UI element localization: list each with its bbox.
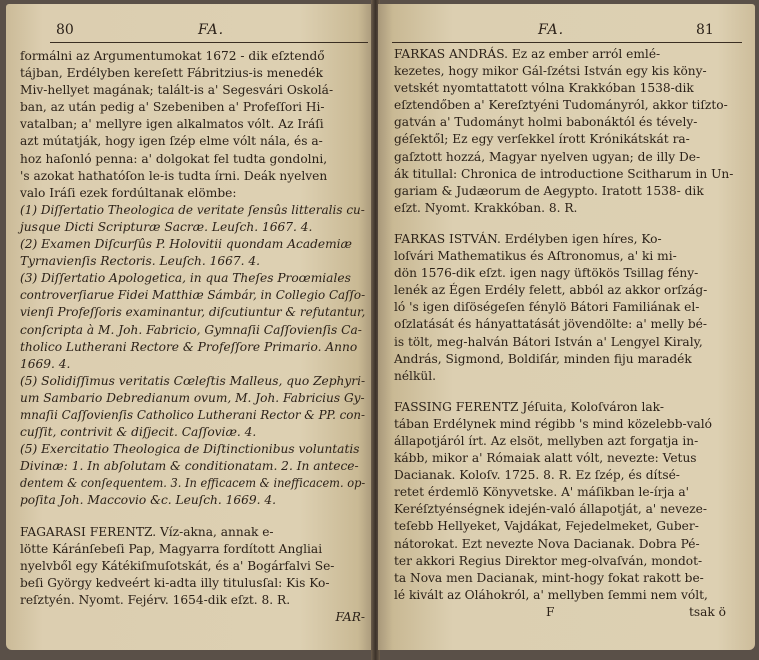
text-line: retet érdemlö Könyvetske. A' máſikban le-írja a' [394,485,690,500]
bibliography-line: poſita Joh. Maccovio &c. Leuſch. 1669. 4. [20,493,277,508]
bibliography-line: Tyrnavienſis Rectoris. Leuſch. 1667. 4. [20,254,260,269]
entry-heading-line: FARKAS ISTVÁN. Erdélyben igen híres, Ko- [394,231,662,246]
text-line: eſztendőben a' Kereſztyéni Tudományról, akkor tiſzto- [394,98,728,113]
running-head: FA. [198,22,225,38]
entry-heading-line: FAGARASI FERENTZ. Víz-akna, annak e- [20,524,274,539]
text-line: kezetes, hogy mikor Gál-ſzétsi István egy kis köny- [394,64,707,79]
bibliography-line: dentem & conſequentem. 3. In efficacem & inefficacem. op- [20,476,366,491]
text-line: eſzt. Nyomt. Krakkóban. 8. R. [394,200,578,215]
paragraph-gap [20,510,365,524]
bibliography-line: (2) Examen Diſcurſûs P. Holovitii quondam Academiæ [20,237,353,252]
bibliography-line: jusque Dicti Scripturæ Sacræ. Leuſch. 1667. 4. [20,219,313,234]
text-line: lé kivált az Oláhokról, a' mellyben ſemmi nem vólt, [394,587,708,602]
text-line: gaſztott hozzá, Magyar nyelven ugyan; de illy De- [394,149,701,164]
text-line: nátorokat. Ezt nevezte Nova Dacianak. Dobra Pé- [394,536,700,551]
bibliography-line: controverſiarue Fidei Matthiæ Sámbár, in Collegio Caſſo- [20,288,366,303]
bibliography-line: Divinæ: 1. In abſolutam & conditionatam. 2. In antece- [20,459,359,474]
text-line: vatalban; a' mellyre igen alkalmatos vólt. Az Iráſi [20,117,324,132]
signature-mark: F [546,604,555,619]
catchword: tsak ö [688,604,726,619]
text-line: ák titullal: Chronica de introductione Scitharum in Un- [394,166,734,181]
running-head: FA. [538,22,565,38]
text-line: tájban, Erdélyben kereſett Fábritzius-is menedék [20,66,324,81]
bibliography-line: vienſi Profeſſoris examinantur, diſcutiuntur & refutantur, [20,305,366,320]
text-line: ter akkori Regius Direktor meg-olvaſván, mondot- [394,553,703,568]
text-line: gariam & Judæorum de Aegypto. Iratott 1538- dik [394,183,704,198]
text-line: teſebb Hellyeket, Vajdákat, Fejedelmeket, Guber- [394,519,699,534]
text-line: beſi György kedveért ki-adta illy titulusſal: Kis Ko- [20,575,330,590]
catchword: FAR- [335,610,365,624]
text-line: ban, az után pedig a' Szebeniben a' Profeſſori Hi- [20,100,325,115]
page-footer [394,604,744,621]
text-line: András, Sigmond, Boldiſár, minden fiju maradék [394,351,692,366]
bibliography-line: 1669. 4. [20,356,71,371]
text-line: reſztyén. Nyomt. Fejérv. 1654-dik eſzt. 8. R. [20,592,291,607]
text-line: Miv-hellyet magának; talált-is a' Segesvári Oskolá- [20,83,334,98]
text-line: dön 1576-dik eſzt. igen nagy üftökös Tsillag fény- [394,266,699,281]
text-line: ta Nova men Dacianak, mint-hogy fokat rakott be- [394,570,704,585]
right-page-text [394,46,744,621]
text-line: géſektől; Ez egy verſekkel írott Krónikátskát ra- [394,132,690,147]
entry-heading-line: FASSING FERENTZ Jéſuita, Koloſváron lak- [394,399,664,414]
bibliography-line: (5) Exercitatio Theologica de Diſtinctionibus voluntatis [20,442,360,457]
bibliography-line: tholico Lutherani Rectore & Profeſſore Primario. Anno [20,339,358,354]
entry-heading-line: FARKAS ANDRÁS. Ez az ember arról emlé- [394,47,661,61]
left-page [6,4,373,650]
text-line: gatván a' Tudományt holmi babonáktól és tévely- [394,115,698,130]
right-page [378,4,755,650]
text-line: kább, mikor a' Rómaiak alatt vólt, nevezte: Vetus [394,451,697,466]
text-line: nyelvből egy Kátékiſmuſotskát, és a' Bogárfalvi Se- [20,558,335,573]
text-line: lenék az Égen Erdély felett, abból az akkor orſzág- [394,283,708,298]
text-line: tában Erdélynek mind régibb 's mind közelebb-való [394,416,713,431]
text-line: nélkül. [394,368,436,383]
header-rule [50,42,368,43]
bibliography-line: (3) Diſſertatio Apologetica, in qua Theſes Proœmiales [20,271,351,286]
bibliography-line: um Sambario Debredianum ovum, M. Joh. Fabricius Gy- [20,390,365,405]
page-number: 80 [56,22,74,38]
text-line: oſzlatását és hányattatását jövendölte: a' melly bé- [394,317,708,332]
bibliography-line: cuſſit, contrivit & diſjecit. Caſſoviæ. 4. [20,425,257,440]
text-line: formálni az Argumentumokat 1672 - dik eſztendő [20,49,325,63]
text-line: azt mútatják, hogy igen ſzép elme vólt nála, és a- [20,134,323,149]
bibliography-line: (5) Solidiſſimus veritatis Cœleſtis Malleus, quo Zephyri- [20,373,366,388]
left-page-text [20,48,365,626]
right-page-header [398,22,728,42]
text-line: Keréſztyénségnek idején-való állapotját, a' neveze- [394,502,707,517]
text-line: 's azokat hathatóſon le-is tudta írni. Deák nyelven [20,168,328,183]
left-page-header [56,22,356,42]
bibliography-line: mnaſii Caſſovienſis Catholico Lutherani Rector & PP. con- [20,407,366,422]
text-line: hoz haſonló penna: a' dolgokat fel tudta gondolni, [20,151,328,166]
text-line: valo Iráſi ezek fordúltanak elömbe: [20,185,237,200]
text-line: állapotjáról írt. Az elsöt, mellyben azt forgatja in- [394,433,699,448]
paragraph-gap [394,217,744,231]
text-line: lötte Káránſebeſi Pap, Magyarra fordított Angliai [20,541,323,556]
header-rule [392,42,742,43]
text-line: Dacianak. Koloſv. 1725. 8. R. Ez ſzép, és dítsé- [394,468,680,483]
bibliography-line: conſcripta à M. Joh. Fabricio, Gymnaſii Caſſovienſis Ca- [20,322,362,337]
text-line: loſvári Mathematikus és Aſtronomus, a' ki mi- [394,249,677,264]
text-line: ló 's igen diſöségeſen fénylö Bátori Familiának el- [394,300,700,315]
text-line: is tölt, meg-halván Bátori István a' Lengyel Kiraly, [394,334,703,349]
paragraph-gap [394,385,744,399]
page-number: 81 [696,22,714,38]
bibliography-line: (1) Diſſertatio Theologica de veritate ſensûs litteralis cu- [20,202,365,217]
text-line: vetskét nyomtattatott vólna Krakkóban 1538-dik [394,81,694,96]
